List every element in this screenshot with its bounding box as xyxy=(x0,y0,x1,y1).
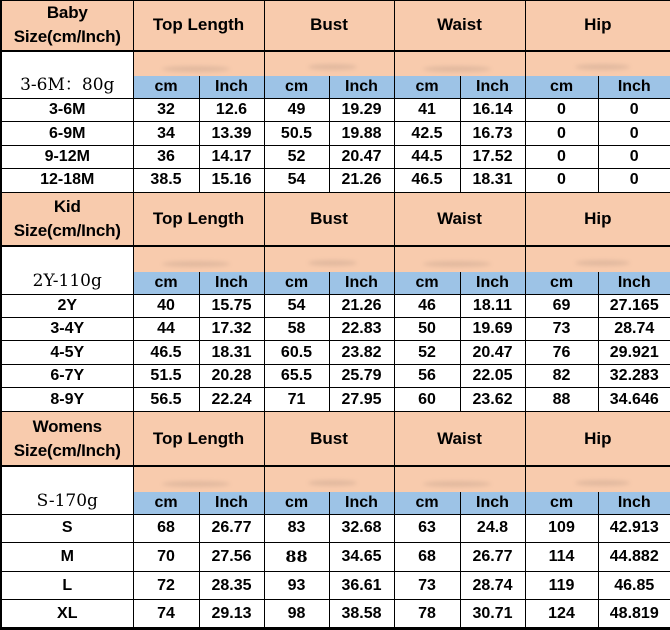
data-cell: 29.13 xyxy=(199,600,264,629)
data-cell: 24.8 xyxy=(460,514,525,543)
data-cell: 50 xyxy=(394,318,460,341)
data-cell: 38.5 xyxy=(133,169,199,192)
data-cell: 98 xyxy=(264,600,329,629)
data-cell: 48.819 xyxy=(598,600,670,629)
data-cell: 54 xyxy=(264,294,329,317)
womens-data-row xyxy=(1,514,670,543)
data-cell: 23.62 xyxy=(460,388,525,411)
data-cell: 44.882 xyxy=(598,543,670,572)
kid-group-header-hip: Hip xyxy=(525,192,670,246)
data-cell: 28.74 xyxy=(598,318,670,341)
data-cell: 27.95 xyxy=(329,388,394,411)
unit-cell: cm xyxy=(394,492,460,514)
womens-data-row xyxy=(1,571,670,600)
kid-data-row xyxy=(1,388,670,411)
data-cell: 15.16 xyxy=(199,169,264,192)
data-cell: 52 xyxy=(394,341,460,364)
kid-group-header-bust: Bust xyxy=(264,192,394,246)
unit-cell: Inch xyxy=(329,76,394,98)
data-cell: 78 xyxy=(394,600,460,629)
row-label-cell: 8-9Y xyxy=(1,388,133,411)
kid-data-row xyxy=(1,318,670,341)
kid-spacer-cell xyxy=(525,246,670,271)
data-cell: 73 xyxy=(394,571,460,600)
data-cell: 63 xyxy=(394,514,460,543)
data-cell: 22.05 xyxy=(460,364,525,387)
baby-section-title xyxy=(1,1,133,51)
data-cell: 68 xyxy=(133,514,199,543)
data-cell: 83 xyxy=(264,514,329,543)
kid-spacer-cell xyxy=(133,246,264,271)
data-cell: 109 xyxy=(525,514,598,543)
erased-text-smudge xyxy=(575,64,630,70)
data-cell: 15.75 xyxy=(199,294,264,317)
womens-weight-label: S-170g xyxy=(1,466,133,514)
unit-cell: cm xyxy=(525,492,598,514)
baby-data-row xyxy=(1,98,670,121)
data-cell: 73 xyxy=(525,318,598,341)
womens-data-row xyxy=(1,600,670,629)
erased-text-smudge xyxy=(308,480,357,486)
baby-data-row xyxy=(1,169,670,192)
row-label-cell: L xyxy=(1,571,133,600)
womens-data-row xyxy=(1,543,670,572)
baby-spacer-cell xyxy=(394,51,525,76)
row-label-cell: S xyxy=(1,514,133,543)
unit-cell: cm xyxy=(264,492,329,514)
baby-group-header-bust: Bust xyxy=(264,1,394,51)
unit-cell: cm xyxy=(264,272,329,294)
data-cell: 14.17 xyxy=(199,145,264,168)
baby-title-line1: Baby xyxy=(46,3,88,23)
row-label-cell: 3-4Y xyxy=(1,318,133,341)
data-cell: 28.35 xyxy=(199,571,264,600)
data-cell: 18.11 xyxy=(460,294,525,317)
data-cell: 18.31 xyxy=(460,169,525,192)
row-label-cell: 6-7Y xyxy=(1,364,133,387)
data-cell: 41 xyxy=(394,98,460,121)
data-cell: 65.5 xyxy=(264,364,329,387)
data-cell: 22.24 xyxy=(199,388,264,411)
data-cell: 46.5 xyxy=(394,169,460,192)
data-cell: 69 xyxy=(525,294,598,317)
data-cell: 56 xyxy=(394,364,460,387)
data-cell: 58 xyxy=(264,318,329,341)
data-cell: 44 xyxy=(133,318,199,341)
kid-spacer-row xyxy=(1,246,670,271)
row-label-cell: XL xyxy=(1,600,133,629)
data-cell: 0 xyxy=(525,145,598,168)
data-cell: 82 xyxy=(525,364,598,387)
data-cell: 30.71 xyxy=(460,600,525,629)
data-cell: 36.61 xyxy=(329,571,394,600)
baby-group-header-top-length: Top Length xyxy=(133,1,264,51)
baby-title-line2: Size(cm/Inch) xyxy=(13,27,121,47)
data-cell: 42.5 xyxy=(394,122,460,145)
baby-data-row xyxy=(1,145,670,168)
row-label-cell: 4-5Y xyxy=(1,341,133,364)
kid-section-title xyxy=(1,192,133,246)
unit-cell: cm xyxy=(264,76,329,98)
womens-spacer-cell xyxy=(133,466,264,491)
erased-text-smudge xyxy=(423,66,491,72)
data-cell: 60.5 xyxy=(264,341,329,364)
data-cell: 119 xyxy=(525,571,598,600)
baby-group-header-waist: Waist xyxy=(394,1,525,51)
unit-cell: cm xyxy=(525,76,598,98)
data-cell: 114 xyxy=(525,543,598,572)
womens-spacer-row xyxy=(1,466,670,491)
data-cell: 20.28 xyxy=(199,364,264,387)
data-cell: 26.77 xyxy=(460,543,525,572)
kid-data-row xyxy=(1,294,670,317)
unit-cell: Inch xyxy=(460,76,525,98)
kid-spacer-cell xyxy=(264,246,394,271)
unit-cell: cm xyxy=(394,76,460,98)
erased-text-smudge xyxy=(423,261,491,267)
data-cell: 19.29 xyxy=(329,98,394,121)
kid-group-header-waist: Waist xyxy=(394,192,525,246)
data-cell: 0 xyxy=(598,98,670,121)
unit-cell: Inch xyxy=(199,272,264,294)
data-cell: 72 xyxy=(133,571,199,600)
data-cell: 60 xyxy=(394,388,460,411)
baby-data-row xyxy=(1,122,670,145)
erased-text-smudge xyxy=(162,66,230,72)
baby-spacer-cell xyxy=(525,51,670,76)
data-cell: 19.88 xyxy=(329,122,394,145)
data-cell: 22.83 xyxy=(329,318,394,341)
data-cell: 32 xyxy=(133,98,199,121)
data-cell: 27.165 xyxy=(598,294,670,317)
data-cell: 76 xyxy=(525,341,598,364)
row-label-cell: 6-9M xyxy=(1,122,133,145)
data-cell: 29.921 xyxy=(598,341,670,364)
data-cell: 23.82 xyxy=(329,341,394,364)
data-cell: 42.913 xyxy=(598,514,670,543)
row-label-cell: 9-12M xyxy=(1,145,133,168)
womens-section-title xyxy=(1,411,133,466)
data-cell: 0 xyxy=(525,98,598,121)
data-cell: 16.73 xyxy=(460,122,525,145)
data-cell: 16.14 xyxy=(460,98,525,121)
data-cell: 93 xyxy=(264,571,329,600)
data-cell: 46.85 xyxy=(598,571,670,600)
baby-spacer-cell xyxy=(133,51,264,76)
data-cell: 0 xyxy=(525,122,598,145)
kid-section-header-row xyxy=(1,192,670,246)
data-cell: 32.283 xyxy=(598,364,670,387)
row-label-cell: 2Y xyxy=(1,294,133,317)
row-label-cell: 3-6M xyxy=(1,98,133,121)
row-label-cell: M xyxy=(1,543,133,572)
data-cell: 36 xyxy=(133,145,199,168)
data-cell: 68 xyxy=(394,543,460,572)
data-cell: 74 xyxy=(133,600,199,629)
data-cell: 46.5 xyxy=(133,341,199,364)
unit-cell: cm xyxy=(133,272,199,294)
data-cell: 28.74 xyxy=(460,571,525,600)
data-cell: 52 xyxy=(264,145,329,168)
data-cell: 54 xyxy=(264,169,329,192)
data-cell: 0 xyxy=(598,145,670,168)
data-cell: 34 xyxy=(133,122,199,145)
data-cell: 124 xyxy=(525,600,598,629)
data-cell: 50.5 xyxy=(264,122,329,145)
unit-cell: cm xyxy=(133,76,199,98)
baby-section-header-row xyxy=(1,1,670,51)
erased-text-smudge xyxy=(575,260,630,266)
womens-spacer-cell xyxy=(394,466,525,491)
data-cell: 27.56 xyxy=(199,543,264,572)
unit-cell: Inch xyxy=(460,492,525,514)
kid-spacer-cell xyxy=(394,246,525,271)
data-cell: 18.31 xyxy=(199,341,264,364)
baby-spacer-cell xyxy=(264,51,394,76)
kid-title-line2: Size(cm/Inch) xyxy=(13,220,121,240)
womens-title-line1: Womens xyxy=(32,416,102,436)
data-cell: 20.47 xyxy=(329,145,394,168)
unit-cell: cm xyxy=(394,272,460,294)
data-cell: 88 xyxy=(264,543,329,572)
data-cell: 88 xyxy=(525,388,598,411)
baby-weight-label: 3-6M：80g xyxy=(1,51,133,99)
data-cell: 17.52 xyxy=(460,145,525,168)
kid-title-line1: Kid xyxy=(53,197,81,217)
womens-group-header-bust: Bust xyxy=(264,411,394,466)
data-cell: 17.32 xyxy=(199,318,264,341)
unit-cell: Inch xyxy=(598,272,670,294)
data-cell: 12.6 xyxy=(199,98,264,121)
data-cell: 34.65 xyxy=(329,543,394,572)
data-cell: 13.39 xyxy=(199,122,264,145)
data-cell: 71 xyxy=(264,388,329,411)
kid-data-row xyxy=(1,341,670,364)
womens-spacer-cell xyxy=(525,466,670,491)
womens-group-header-hip: Hip xyxy=(525,411,670,466)
data-cell: 25.79 xyxy=(329,364,394,387)
data-cell: 0 xyxy=(525,169,598,192)
kid-data-row xyxy=(1,364,670,387)
womens-group-header-top-length: Top Length xyxy=(133,411,264,466)
data-cell: 0 xyxy=(598,122,670,145)
unit-cell: Inch xyxy=(199,76,264,98)
data-cell: 32.68 xyxy=(329,514,394,543)
data-cell: 0 xyxy=(598,169,670,192)
womens-spacer-cell xyxy=(264,466,394,491)
unit-cell: Inch xyxy=(199,492,264,514)
data-cell: 21.26 xyxy=(329,169,394,192)
erased-text-smudge xyxy=(575,480,630,486)
baby-group-header-hip: Hip xyxy=(525,1,670,51)
kid-group-header-top-length: Top Length xyxy=(133,192,264,246)
baby-spacer-row xyxy=(1,51,670,76)
data-cell: 40 xyxy=(133,294,199,317)
womens-section-header-row xyxy=(1,411,670,466)
data-cell: 51.5 xyxy=(133,364,199,387)
unit-cell: Inch xyxy=(329,272,394,294)
data-cell: 20.47 xyxy=(460,341,525,364)
data-cell: 44.5 xyxy=(394,145,460,168)
erased-text-smudge xyxy=(308,260,357,266)
data-cell: 56.5 xyxy=(133,388,199,411)
unit-cell: Inch xyxy=(598,76,670,98)
data-cell: 19.69 xyxy=(460,318,525,341)
unit-cell: cm xyxy=(133,492,199,514)
unit-cell: Inch xyxy=(598,492,670,514)
row-label-cell: 12-18M xyxy=(1,169,133,192)
unit-cell: cm xyxy=(525,272,598,294)
womens-title-line2: Size(cm/Inch) xyxy=(13,440,121,460)
unit-cell: Inch xyxy=(460,272,525,294)
data-cell: 34.646 xyxy=(598,388,670,411)
data-cell: 46 xyxy=(394,294,460,317)
data-cell: 70 xyxy=(133,543,199,572)
unit-cell: Inch xyxy=(329,492,394,514)
data-cell: 49 xyxy=(264,98,329,121)
erased-text-smudge xyxy=(308,64,357,70)
erased-text-smudge xyxy=(423,481,491,487)
data-cell: 21.26 xyxy=(329,294,394,317)
data-cell: 26.77 xyxy=(199,514,264,543)
kid-weight-label: 2Y-110g xyxy=(1,246,133,294)
womens-group-header-waist: Waist xyxy=(394,411,525,466)
erased-text-smudge xyxy=(162,481,230,487)
erased-text-smudge xyxy=(162,261,230,267)
data-cell: 38.58 xyxy=(329,600,394,629)
